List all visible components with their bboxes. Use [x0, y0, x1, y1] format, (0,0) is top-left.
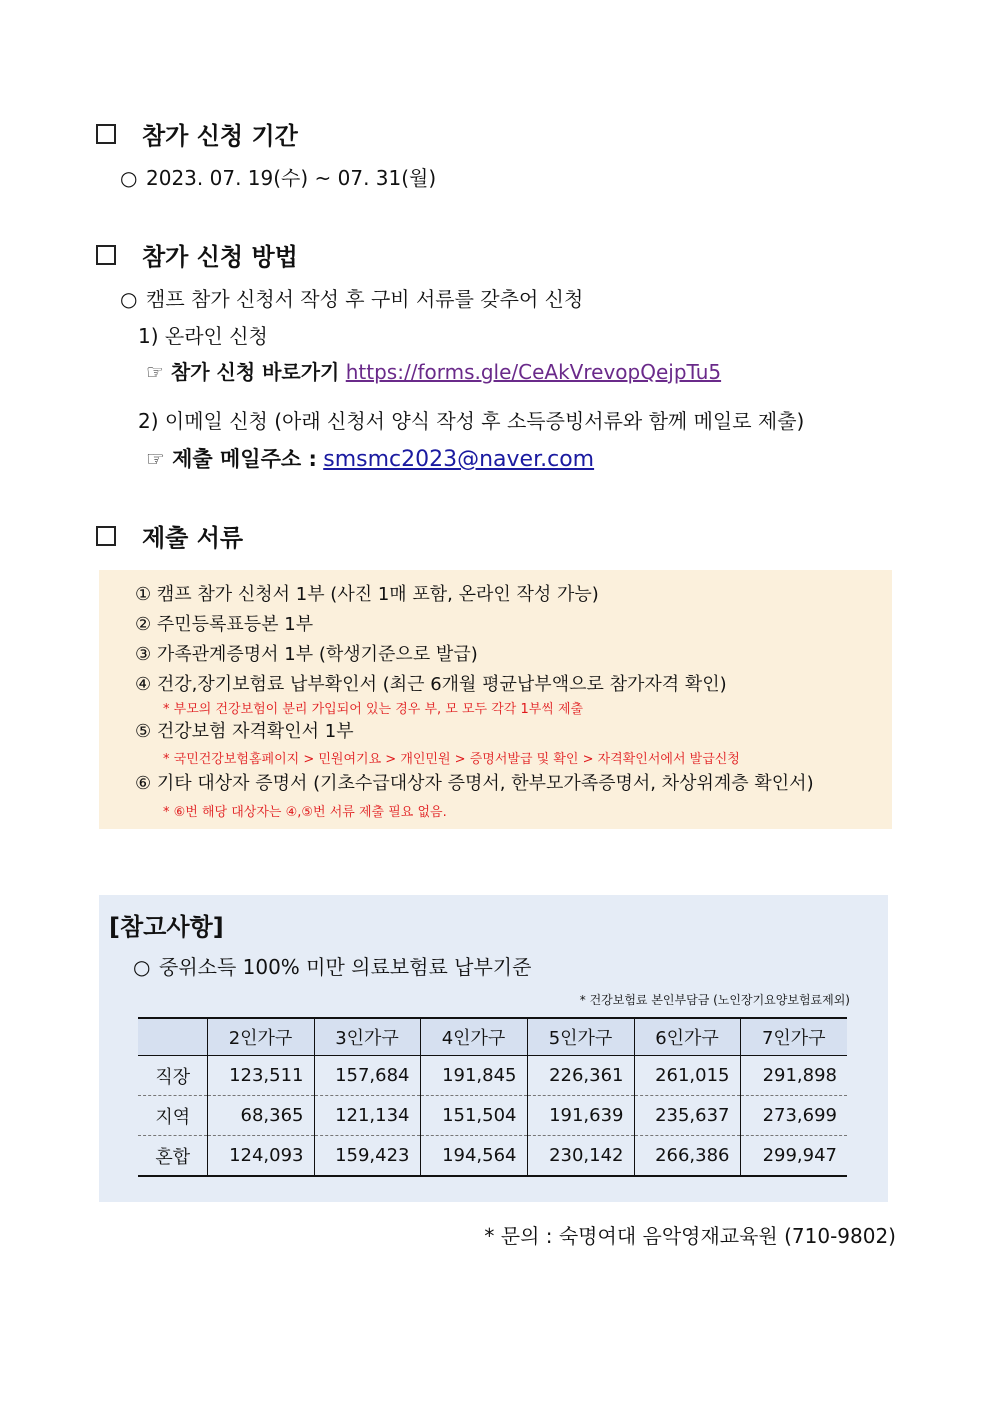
contact-info: * 문의 : 숙명여대 음악영재교육원 (710-9802) — [484, 1224, 896, 1248]
checkbox-icon — [96, 124, 116, 144]
table-cell: 157,684 — [314, 1056, 420, 1096]
section-period-heading — [96, 116, 298, 151]
row-header: 혼합 — [138, 1136, 207, 1177]
doc-item-2: ② 주민등록표등본 1부 — [135, 614, 314, 635]
doc-item-6: ⑥ 기타 대상자 증명서 (기초수급대상자 증명서, 한부모가족증명서, 차상위계층 확인서) — [135, 773, 814, 794]
reference-title: [참고사항] — [109, 913, 224, 941]
reference-box — [99, 895, 888, 1202]
table-cell: 121,134 — [314, 1096, 420, 1136]
table-row — [138, 1136, 847, 1177]
method-intro: 캠프 참가 신청서 작성 후 구비 서류를 갖추어 신청 — [146, 287, 584, 311]
table-cell: 68,365 — [207, 1096, 314, 1136]
doc-item-5: ⑤ 건강보험 자격확인서 1부 — [135, 721, 354, 742]
checkbox-icon — [96, 245, 116, 265]
table-row — [138, 1096, 847, 1136]
table-header-cell: 2인가구 — [207, 1018, 314, 1056]
online-form-link[interactable]: https://forms.gle/CeAkVrevopQejpTu5 — [345, 360, 722, 384]
period-dates: 2023. 07. 19(수) ~ 07. 31(월) — [146, 166, 437, 190]
doc-note-1: * 부모의 건강보험이 분리 가입되어 있는 경우 부, 모 모두 각각 1부씩 제출 — [163, 702, 584, 717]
table-cell: 230,142 — [527, 1136, 634, 1177]
table-cell: 159,423 — [314, 1136, 420, 1177]
table-cell: 226,361 — [527, 1056, 634, 1096]
table-cell: 191,845 — [420, 1056, 527, 1096]
checkbox-icon — [96, 526, 116, 546]
table-cell: 194,564 — [420, 1136, 527, 1177]
table-cell: 299,947 — [740, 1136, 847, 1177]
doc-note-3: * ⑥번 해당 대상자는 ④,⑤번 서류 제출 필요 없음. — [163, 805, 447, 820]
online-link-line — [146, 356, 721, 385]
table-header-cell: 6인가구 — [634, 1018, 740, 1056]
email-label: 2) 이메일 신청 (아래 신청서 양식 작성 후 소득증빙서류와 함께 메일로 제출) — [138, 409, 805, 433]
table-row — [138, 1056, 847, 1096]
table-cell: 273,699 — [740, 1096, 847, 1136]
doc-item-3: ③ 가족관계증명서 1부 (학생기준으로 발급) — [135, 644, 478, 665]
section-method-heading — [96, 237, 298, 272]
circle-bullet-icon: ○ — [120, 287, 138, 311]
table-cell: 124,093 — [207, 1136, 314, 1177]
method-intro-line — [120, 283, 583, 312]
table-cell: 291,898 — [740, 1056, 847, 1096]
table-header-cell: 7인가구 — [740, 1018, 847, 1056]
table-header-cell: 3인가구 — [314, 1018, 420, 1056]
reference-line — [133, 951, 531, 980]
table-cell: 266,386 — [634, 1136, 740, 1177]
premium-table — [138, 1017, 847, 1177]
table-header-cell: 5인가구 — [527, 1018, 634, 1056]
doc-item-4: ④ 건강,장기보험료 납부확인서 (최근 6개월 평균납부액으로 참가자격 확인) — [135, 674, 727, 695]
table-cell: 261,015 — [634, 1056, 740, 1096]
table-header-cell: 4인가구 — [420, 1018, 527, 1056]
online-pointer: ☞ 참가 신청 바로가기 — [146, 360, 340, 384]
row-header: 직장 — [138, 1056, 207, 1096]
section-period-title: 참가 신청 기간 — [142, 122, 298, 150]
table-header-cell — [138, 1018, 207, 1056]
table-header-row — [138, 1018, 847, 1056]
email-address-line — [146, 443, 594, 473]
reference-text: 중위소득 100% 미만 의료보험료 납부기준 — [159, 955, 532, 979]
section-docs-title: 제출 서류 — [142, 524, 244, 552]
table-cell: 235,637 — [634, 1096, 740, 1136]
doc-note-2: * 국민건강보험홈페이지 > 민원여기요 > 개인민원 > 증명서발급 및 확인 > 자격확인서에서 발급신청 — [163, 752, 740, 767]
circle-bullet-icon: ○ — [133, 955, 151, 979]
table-cell: 191,639 — [527, 1096, 634, 1136]
section-method-title: 참가 신청 방법 — [142, 243, 298, 271]
email-pointer: ☞ 제출 메일주소 : — [146, 447, 317, 471]
circle-bullet-icon: ○ — [120, 166, 138, 190]
online-label: 1) 온라인 신청 — [138, 324, 268, 348]
reference-note: * 건강보험료 본인부담금 (노인장기요양보험료제외) — [579, 993, 850, 1007]
period-dates-line — [120, 162, 436, 191]
table-cell: 151,504 — [420, 1096, 527, 1136]
doc-item-1: ① 캠프 참가 신청서 1부 (사진 1매 포함, 온라인 작성 가능) — [135, 584, 599, 605]
table-cell: 123,511 — [207, 1056, 314, 1096]
section-docs-heading — [96, 518, 243, 553]
documents-box — [99, 570, 892, 829]
row-header: 지역 — [138, 1096, 207, 1136]
email-address-link[interactable]: smsmc2023@naver.com — [323, 447, 595, 472]
